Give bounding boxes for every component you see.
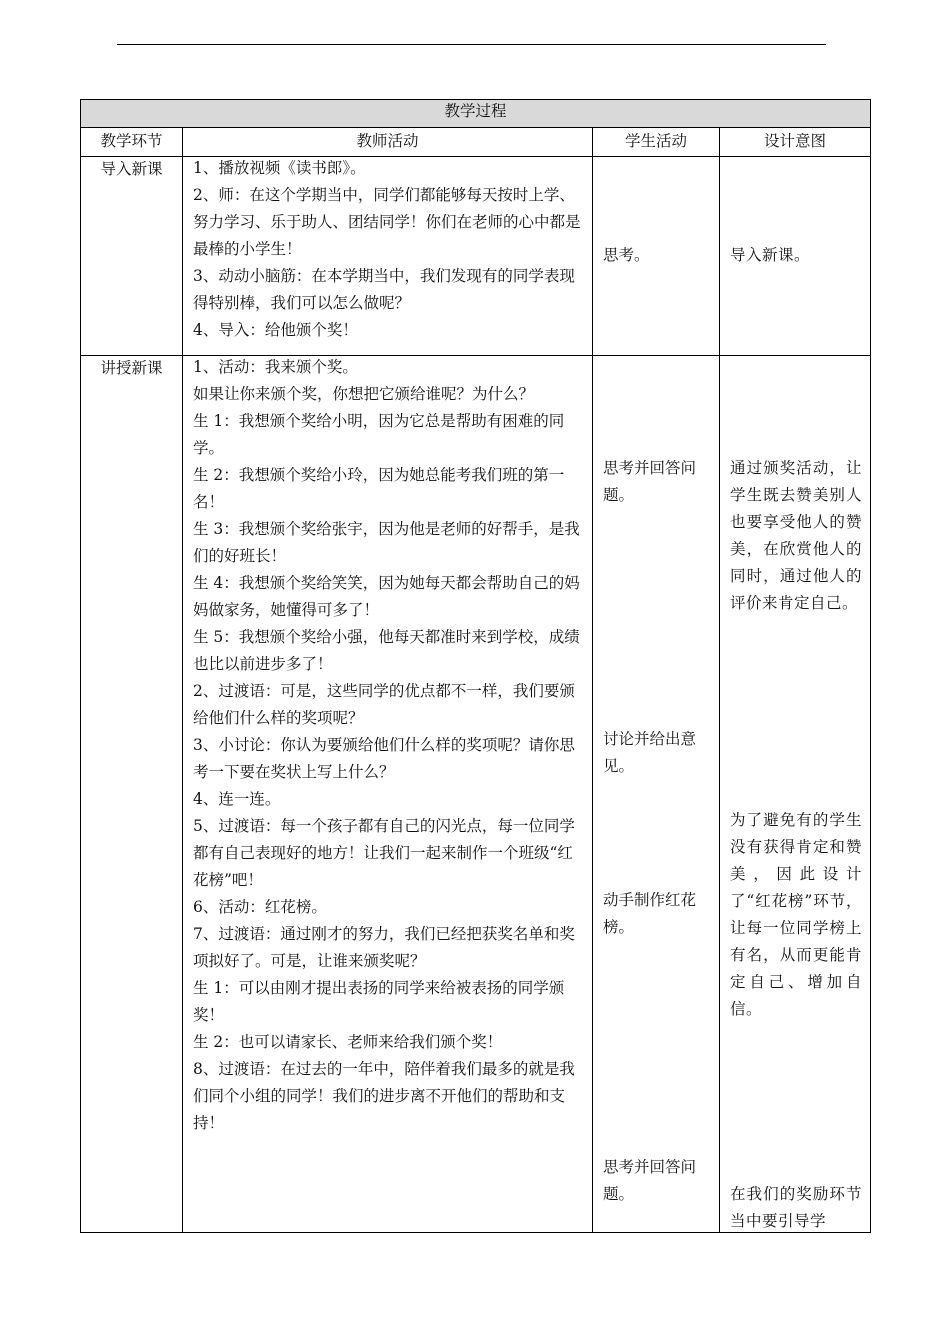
teacher-line: 生 2：我想颁个奖给小玲，因为她总能考我们班的第一名！: [193, 466, 565, 511]
teacher-line: 生 1：我想颁个奖给小明，因为它总是帮助有困难的同学。: [193, 412, 565, 457]
teacher-line: 3、小讨论：你认为要颁给他们什么样的奖项呢？请你思考一下要在奖状上写上什么？: [193, 736, 575, 781]
teacher-line: 8、过渡语：在过去的一年中，陪伴着我们最多的就是我们同个小组的同学！我们的进步离不开他们的帮助和支持！: [193, 1060, 575, 1132]
header-rule: [117, 44, 826, 45]
teacher-line: 生 3：我想颁个奖给张宇，因为他是老师的好帮手，是我们的好班长！: [193, 520, 580, 565]
teacher-activity-intro: [183, 157, 593, 356]
teacher-line: 5、过渡语：每一个孩子都有自己的闪光点，每一位同学都有自己表现好的地方！让我们一起来制作一个班级“红花榜”吧！: [193, 817, 575, 889]
teacher-line: 生 5：我想颁个奖给小强，他每天都准时来到学校，成绩也比以前进步多了！: [193, 628, 580, 673]
intent-note: 导入新课。: [730, 246, 811, 264]
teacher-line: 4、导入：给他颁个奖！: [193, 321, 358, 339]
table-row: [81, 356, 871, 1233]
teacher-line: 生 4：我想颁个奖给笑笑，因为她每天都会帮助自己的妈妈做家务，她懂得可多了！: [193, 574, 580, 619]
teacher-line: 7、过渡语：通过刚才的努力，我们已经把获奖名单和奖项拟好了。可是，让谁来颁奖呢？: [193, 925, 575, 970]
stage-new-lesson: 讲授新课: [81, 356, 183, 1233]
teacher-line: 生 2：也可以请家长、老师来给我们颁个奖！: [193, 1033, 503, 1051]
teacher-line: 3、动动小脑筋：在本学期当中，我们发现有的同学表现得特别棒，我们可以怎么做呢？: [193, 267, 575, 312]
intent-note: 通过颁奖活动，让学生既去赞美别人也要享受他人的赞美，在欣赏他人的同时，通过他人的评价来肯定自己。: [730, 459, 863, 612]
teacher-line: 1、播放视频《读书郎》。: [193, 159, 366, 177]
header-teacher-activity: 教师活动: [183, 128, 593, 157]
teacher-line: 1、活动：我来颁个奖。: [193, 358, 358, 376]
teacher-line: 生 1：可以由刚才提出表扬的同学来给被表扬的同学颁奖！: [193, 979, 565, 1024]
student-note: 动手制作红花榜。: [603, 891, 697, 936]
teaching-process-table: [80, 99, 871, 1233]
teacher-line: 如果让你来颁个奖，你想把它颁给谁呢？为什么？: [193, 385, 535, 403]
student-note: 讨论并给出意见。: [603, 730, 697, 775]
stage-intro: 导入新课: [81, 157, 183, 356]
student-note: 思考。: [603, 246, 650, 264]
teacher-line: 6、活动：红花榜。: [193, 898, 327, 916]
student-activity-intro: [593, 157, 720, 356]
table-title: 教学过程: [81, 100, 871, 128]
header-stage: 教学环节: [81, 128, 183, 157]
table-row: [81, 157, 871, 356]
design-intent-intro: [720, 157, 871, 356]
table-header-row: [81, 128, 871, 157]
header-student-activity: 学生活动: [593, 128, 720, 157]
teacher-activity-new-lesson: [183, 356, 593, 1233]
intent-note: 在我们的奖励环节当中要引导学: [730, 1185, 863, 1230]
teacher-line: 2、师：在这个学期当中，同学们都能够每天按时上学、努力学习、乐于助人、团结同学！你们在老师的心中都是最棒的小学生！: [193, 186, 581, 258]
teacher-line: 4、连一连。: [193, 790, 281, 808]
student-note: 思考并回答问题。: [603, 459, 697, 504]
table-title-row: [81, 100, 871, 128]
design-intent-new-lesson: [720, 356, 871, 1233]
header-design-intent: 设计意图: [720, 128, 871, 157]
student-activity-new-lesson: [593, 356, 720, 1233]
teacher-line: 2、过渡语：可是，这些同学的优点都不一样，我们要颁给他们什么样的奖项呢？: [193, 682, 575, 727]
student-note: 思考并回答问题。: [603, 1158, 697, 1203]
intent-note: 为了避免有的学生没有获得肯定和赞美，因此设计了“红花榜”环节，让每一位同学榜上有名，从而更能肯定自己、增加自信。: [730, 811, 863, 1018]
